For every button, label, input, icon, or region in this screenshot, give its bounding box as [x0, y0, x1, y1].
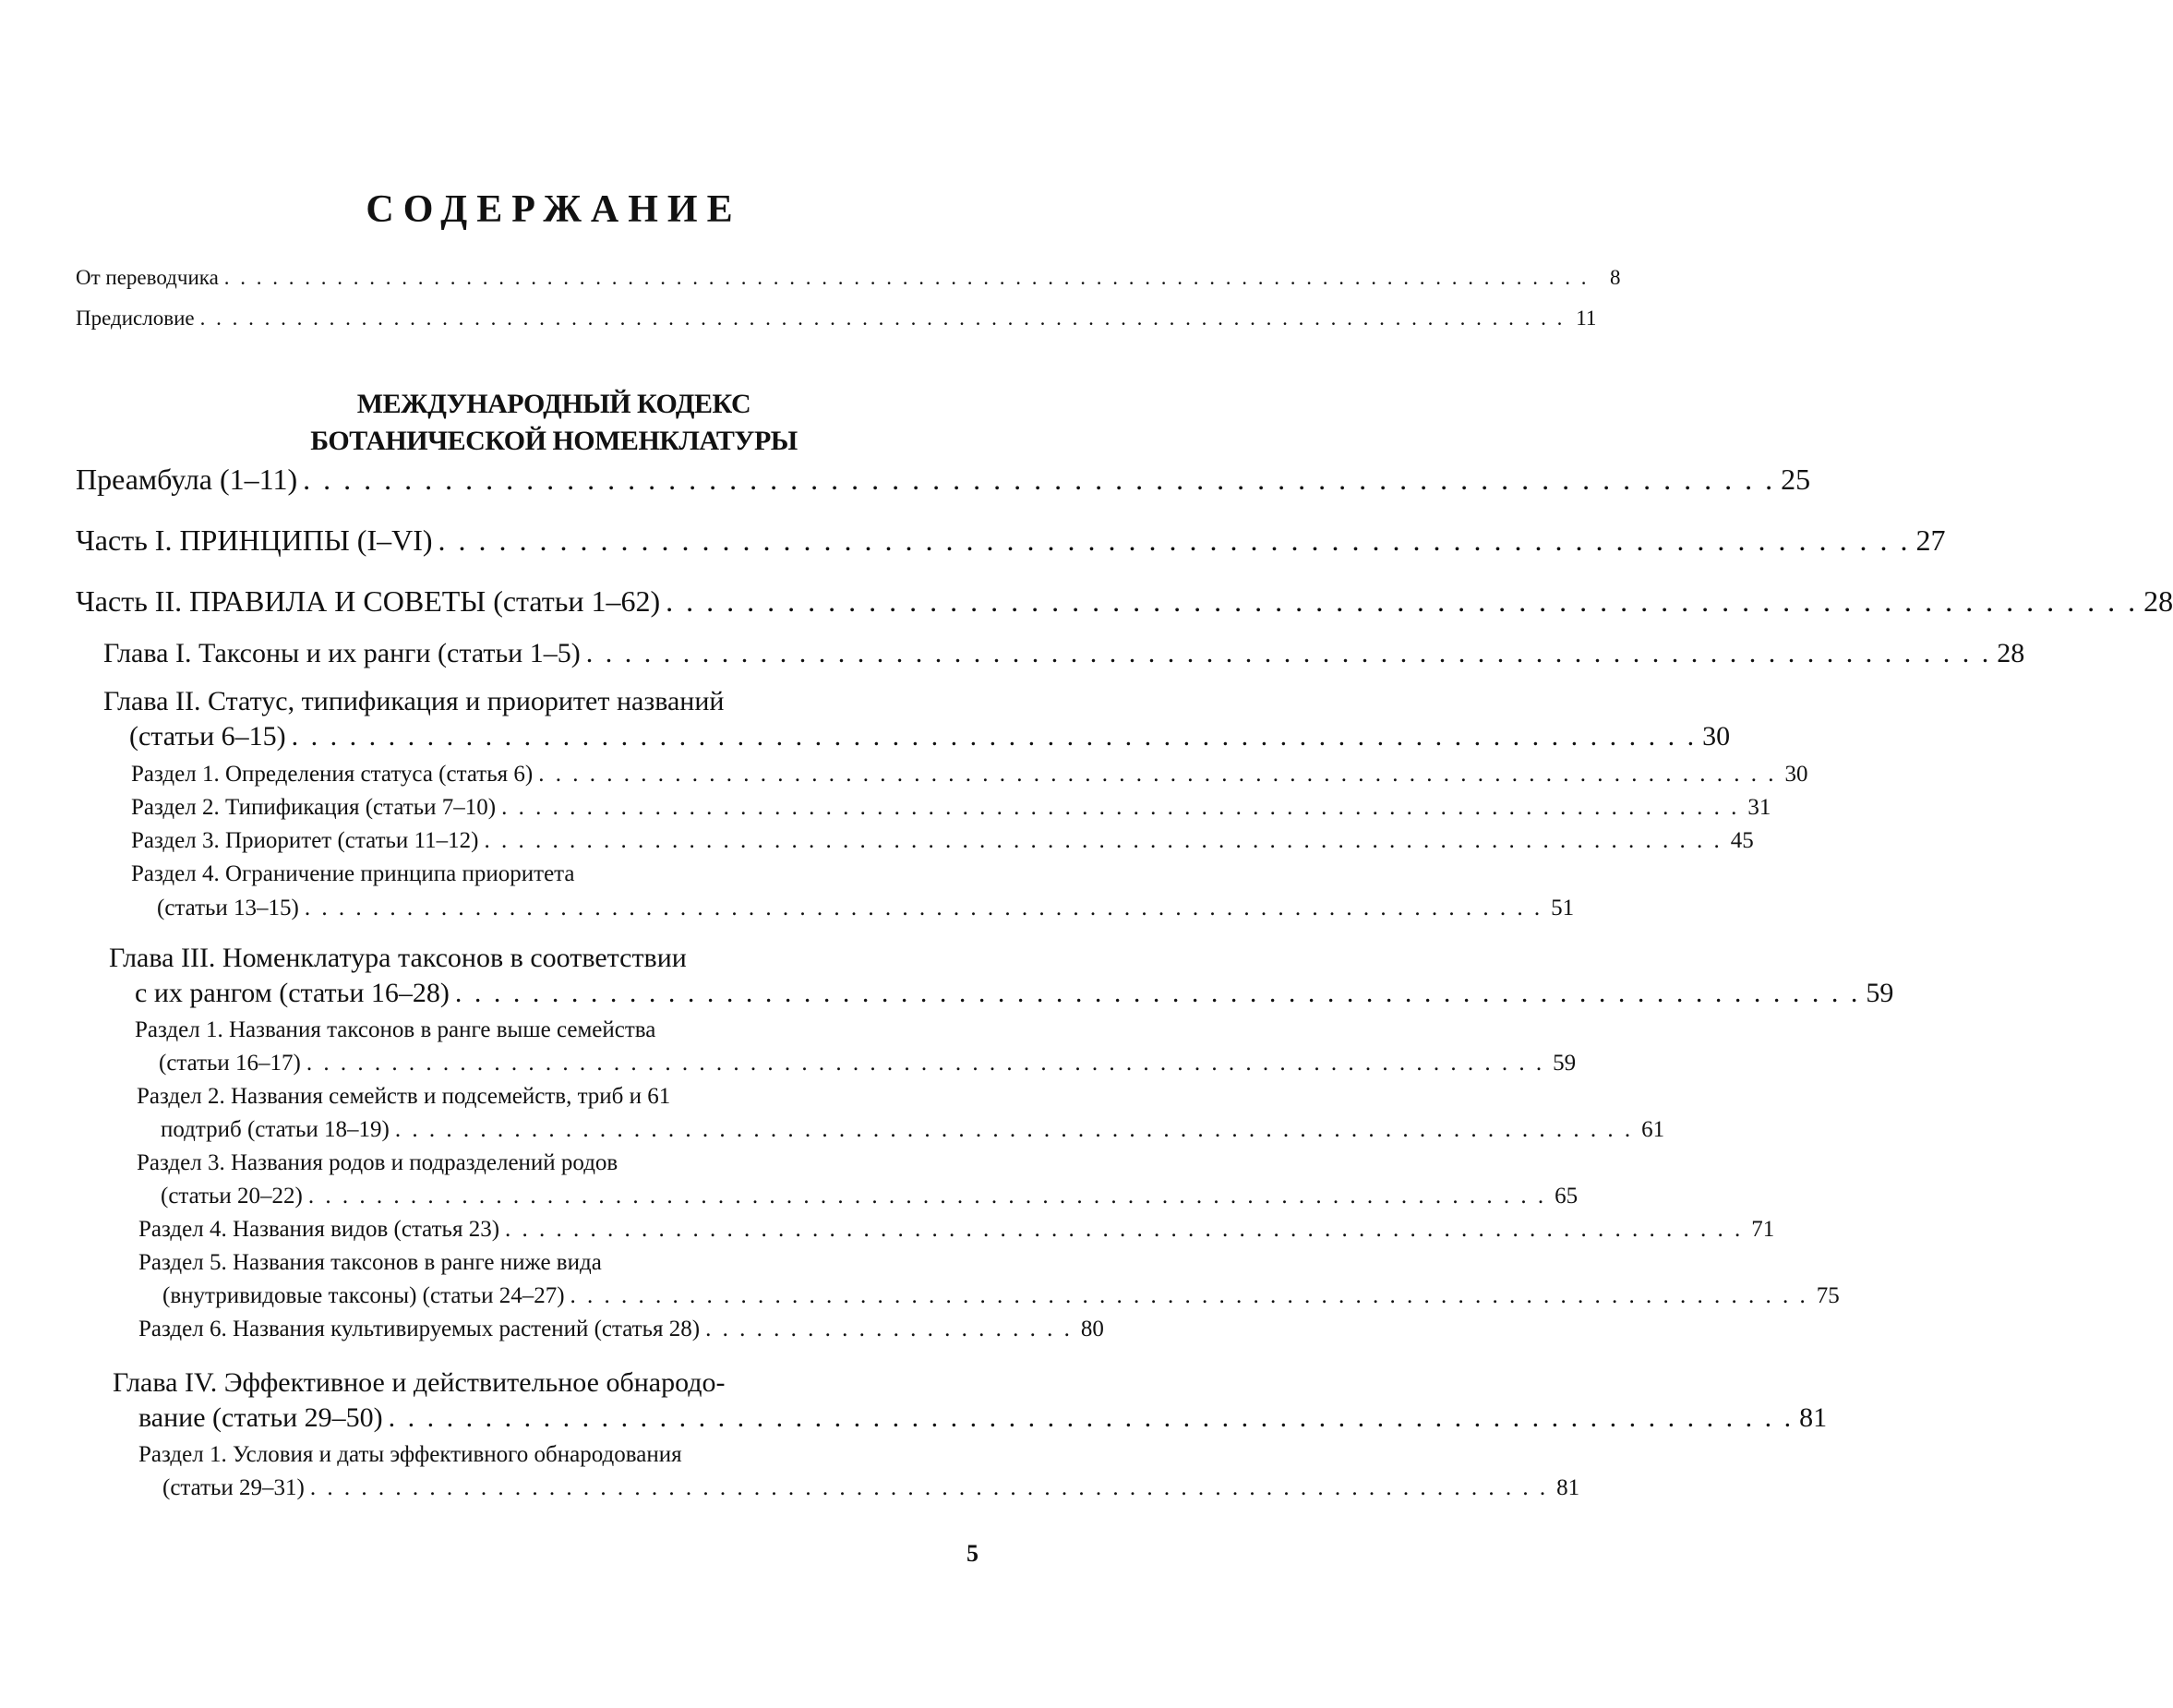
- entry-label: (статьи 20–22): [161, 1184, 303, 1209]
- entry-page: 8: [1610, 266, 1621, 289]
- entry-label: Преамбула (1–11): [76, 463, 298, 496]
- chapter-3-heading: Глава III. Номенклатура таксонов в соответствии: [109, 943, 687, 973]
- entry-label: (статьи 29–31): [162, 1475, 305, 1500]
- entry-page: 59: [1866, 978, 1894, 1008]
- entry-label: Раздел 3. Приоритет (статьи 11–12): [131, 828, 479, 853]
- entry-label: От переводчика: [76, 266, 219, 289]
- entry-page: 31: [1747, 795, 1771, 820]
- entry-label: Предисловие: [76, 307, 195, 330]
- dot-leader: . . . . . . . . . . . . . . . . . . . . . . . . . . . . . . . . . . . . . . . . . . . . . . . . . . . . . . . . . . . . . . . . . . . . . . . . .: [303, 463, 1776, 496]
- toc-entry-ch3-section-2: [161, 1115, 1665, 1145]
- dot-leader: . . . . . . . . . . . . . . . . . . . . . . . . . . . . . . . . . . . . . . . . . . . . . . . . . . . . . . . . . . . . . . . . . . . . . . . . .: [304, 896, 1543, 920]
- entry-label: вание (статьи 29–50): [138, 1402, 383, 1433]
- dot-leader: . . . . . . . . . . . . . . . . . . . . . . . . . . . . . . . . . . . . . . . . . . . . . . . . . . . . . . . . . . . . . . . . . . . . . . . . . . . . . . . . . . . . .: [223, 266, 1590, 289]
- toc-entry-ch2-section-3: [131, 826, 1754, 856]
- code-title-line-2: БОТАНИЧЕСКОЙ НОМЕНКЛАТУРЫ: [310, 426, 798, 456]
- dot-leader: . . . . . . . . . . . . . . . . . . . . . . . . . . . . . . . . . . . . . . . . . . . . . . . . . . . . . . . . . . . . . . . . . . . . . . . . .: [291, 721, 1698, 752]
- toc-entry-ch2-section-1: [131, 760, 1808, 789]
- entry-page: 30: [1784, 762, 1808, 787]
- entry-page: 81: [1799, 1402, 1828, 1433]
- toc-entry-ch3-section-1: [159, 1049, 1577, 1078]
- ch3-section-5-heading: Раздел 5. Названия таксонов в ранге ниже вида: [138, 1250, 602, 1275]
- dot-leader: . . . . . . . . . . . . . . . . . . . . . . . . . . . . . . . . . . . . . . . . . . . . . . . . . . . . . . . . . . . . . . . . . . . . . . . . .: [307, 1184, 1547, 1209]
- entry-label: (статьи 16–17): [159, 1051, 301, 1076]
- page-title: СОДЕРЖАНИЕ: [366, 188, 742, 231]
- entry-label: с их рангом (статьи 16–28): [135, 978, 450, 1008]
- entry-label: (статьи 13–15): [157, 896, 299, 920]
- entry-page: 28: [1997, 638, 2025, 668]
- dot-leader: . . . . . . . . . . . . . . . . . . . . . . . . . . . . . . . . . . . . . . . . . . . . . . . . . . . . . . . . . . . . . . . . . . . . . . . . .: [454, 978, 1861, 1008]
- entry-page: 11: [1576, 307, 1597, 330]
- dot-leader: . . . . . . . . . . . . . . . . . . . . . . . . . . . . . . . . . . . . . . . . . . . . . . . . . . . . . . . . . . . . . . . . . . . . . . . . .: [505, 1217, 1744, 1242]
- ch3-section-3-heading: Раздел 3. Названия родов и подразделений родов: [137, 1150, 618, 1175]
- dot-leader: . . . . . . . . . . . . . . . . . . . . . . . . . . . . . . . . . . . . . . . . . . . . . . . . . . . . . . . . . . . . . . . . . . . . . . . . .: [666, 584, 2139, 618]
- entry-page: 65: [1555, 1184, 1579, 1209]
- entry-page: 28: [2143, 584, 2173, 618]
- entry-page: 81: [1556, 1475, 1580, 1500]
- entry-page: 45: [1730, 828, 1754, 853]
- entry-page: 59: [1553, 1051, 1577, 1076]
- toc-entry-translator: [76, 264, 1621, 292]
- page-number: 5: [966, 1540, 978, 1567]
- dot-leader: . . . . . . . . . . . . . . . . . . . . . . . . . . . . . . . . . . . . . . . . . . . . . . . . . . . . . . . . . . . . . . . . . . . . . . . . .: [484, 828, 1723, 853]
- code-title-line-1: МЕЖДУНАРОДНЫЙ КОДЕКС: [356, 389, 751, 419]
- dot-leader: . . . . . . . . . . . . . . . . . . . . . . . . . . . . . . . . . . . . . . . . . . . . . . . . . . . . . . . . . . . . . . . . . . . . . . . . . . . . . . . . . . . . .: [199, 307, 1566, 330]
- entry-label: Раздел 1. Определения статуса (статья 6): [131, 762, 534, 787]
- toc-entry-ch3-section-3: [161, 1182, 1579, 1211]
- dot-leader: . . . . . . . . . . . . . . . . . . . . . . . . . . . . . . . . . . . . . . . . . . . . . . . . . . . . . . . . . . . . . . . . . . . . . . . . .: [306, 1051, 1545, 1076]
- entry-label: Раздел 2. Типификация (статьи 7–10): [131, 795, 497, 820]
- toc-entry-ch3-section-4: [138, 1215, 1775, 1245]
- entry-label: Раздел 4. Названия видов (статья 23): [138, 1217, 500, 1242]
- dot-leader: . . . . . . . . . . . . . . . . . . . . . . . . . . . . . . . . . . . . . . . . . . . . . . . . . . . . . . . . . . . . . . . . . . . . . . . . .: [438, 523, 1911, 557]
- toc-entry-ch3-section-5: [162, 1281, 1840, 1311]
- toc-entry-ch2-section-4: [157, 894, 1575, 923]
- toc-entry-part-1: [76, 523, 1946, 558]
- entry-page: 27: [1915, 523, 1946, 557]
- toc-entry-chapter-3: [135, 977, 1894, 1010]
- code-title: [0, 386, 1108, 460]
- chapter-2-heading: Глава II. Статус, типификация и приоритет названий: [103, 686, 725, 716]
- toc-entry-chapter-4: [138, 1401, 1828, 1435]
- toc-entry-ch4-section-1: [162, 1473, 1580, 1503]
- entry-page: 80: [1080, 1317, 1104, 1341]
- dot-leader: . . . . . . . . . . . . . . . . . . . . . . . . . . . . . . . . . . . . . . . . . . . . . . . . . . . . . . . . . . . . . . . . . . . . . . . . .: [394, 1117, 1634, 1142]
- entry-label: Глава I. Таксоны и их ранги (статьи 1–5): [103, 638, 581, 668]
- dot-leader: . . . . . . . . . . . . . . . . . . . . . . . . . . . . . . . . . . . . . . . . . . . . . . . . . . . . . . . . . . . . . . . . . . . . . . . . .: [501, 795, 1740, 820]
- entry-page: 71: [1751, 1217, 1775, 1242]
- toc-entry-ch3-section-6: [138, 1315, 1104, 1344]
- dot-leader: . . . . . . . . . . . . . . . . . . . . . . . . . . . . . . . . . . . . . . . . . . . . . . . . . . . . . . . . . . . . . . . . . . . . . . . . .: [538, 762, 1777, 787]
- toc-entry-chapter-2: [129, 720, 1731, 753]
- entry-page: 51: [1551, 896, 1575, 920]
- toc-entry-ch2-section-2: [131, 793, 1771, 823]
- toc-entry-preamble: [76, 462, 1811, 497]
- dot-leader: . . . . . . . . . . . . . . . . . . . . . . . . . . . . . . . . . . . . . . . . . . . . . . . . . . . . . . . . . . . . . . . . . . . . . . . . .: [585, 638, 1992, 668]
- toc-entry-part-2: [76, 583, 2173, 619]
- entry-page: 30: [1702, 721, 1731, 752]
- dot-leader: . . . . . . . . . . . . . . . . . . . . . .: [705, 1317, 1073, 1341]
- entry-label: (статьи 6–15): [129, 721, 286, 752]
- toc-entry-preface: [76, 305, 1597, 332]
- entry-label: Часть I. ПРИНЦИПЫ (I–VI): [76, 523, 433, 557]
- entry-page: 25: [1781, 463, 1811, 496]
- ch3-section-2-heading: Раздел 2. Названия семейств и подсемейств, триб и 61: [137, 1084, 671, 1109]
- ch4-section-1-heading: Раздел 1. Условия и даты эффективного обнародования: [138, 1442, 682, 1467]
- dot-leader: . . . . . . . . . . . . . . . . . . . . . . . . . . . . . . . . . . . . . . . . . . . . . . . . . . . . . . . . . . . . . . . . . . . . . . . . .: [309, 1475, 1549, 1500]
- dot-leader: . . . . . . . . . . . . . . . . . . . . . . . . . . . . . . . . . . . . . . . . . . . . . . . . . . . . . . . . . . . . . . . . . . . . . . . . .: [388, 1402, 1795, 1433]
- toc-entry-chapter-1: [103, 637, 2025, 670]
- entry-page: 61: [1641, 1117, 1665, 1142]
- ch3-section-1-heading: Раздел 1. Названия таксонов в ранге выше семейства: [135, 1017, 656, 1042]
- dot-leader: . . . . . . . . . . . . . . . . . . . . . . . . . . . . . . . . . . . . . . . . . . . . . . . . . . . . . . . . . . . . . . . . . . . . . . . . .: [570, 1283, 1808, 1308]
- entry-label: Часть II. ПРАВИЛА И СОВЕТЫ (статьи 1–62): [76, 584, 661, 618]
- entry-label: (внутривидовые таксоны) (статьи 24–27): [162, 1283, 565, 1308]
- ch2-section-4-heading: Раздел 4. Ограничение принципа приоритета: [131, 861, 575, 886]
- entry-page: 75: [1816, 1283, 1840, 1308]
- chapter-4-heading: Глава IV. Эффективное и действительное обнародо-: [113, 1367, 726, 1398]
- entry-label: подтриб (статьи 18–19): [161, 1117, 390, 1142]
- entry-label: Раздел 6. Названия культивируемых растений (статья 28): [138, 1317, 701, 1341]
